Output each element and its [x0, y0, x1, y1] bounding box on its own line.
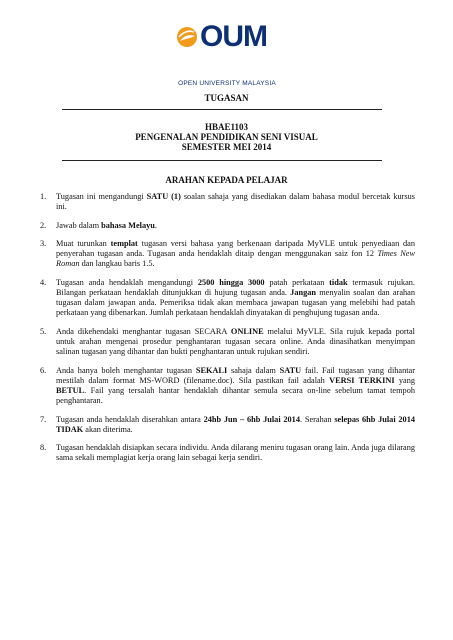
middle-rule: [62, 160, 382, 161]
instruction-item: [40, 278, 415, 319]
instruction-number: 5.: [40, 326, 47, 336]
instruction-text-segment: templat: [110, 238, 138, 248]
instruction-item: [40, 221, 415, 231]
instruction-text-segment: tugasan versi bahasa yang berkenaan daripada MyVLE untuk penyediaan dan penyerahan tugasan anda. Tugasan anda hendaklah ditaip dengan menggunakan saiz fon 12: [56, 238, 416, 259]
oum-logo: [170, 22, 284, 92]
instruction-text-segment: 24hb Jun – 6hb Julai 2014: [203, 414, 300, 424]
instruction-text-segment: . Fail yang tersalah hantar hendaklah dihantar semula secara on-line sebelum tamat tempoh penghantaran.: [56, 385, 415, 406]
instruction-text: [56, 278, 415, 319]
instruction-text-segment: SATU: [279, 365, 302, 375]
top-rule: [62, 109, 382, 110]
instruction-text-segment: Times New Roman: [56, 249, 415, 269]
instruction-text-segment: . Serahan: [299, 414, 335, 424]
instruction-text-segment: Tugasan ini mengandungi: [56, 192, 147, 201]
course-title: PENGENALAN PENDIDIKAN SENI VISUAL: [135, 132, 318, 142]
instruction-text-segment: SEKALI: [195, 365, 228, 375]
instruction-text-segment: menyalin soalan dan arahan tugasan dalam jawapan anda. Pemeriksa tidak akan membaca jawapan tugasan yang melebihi had patah perkataan yang dibenarkan. Jumlah perkataan hendaklah dinyatakan di penghujung tugasan anda.: [56, 287, 415, 318]
instruction-number: 6.: [40, 365, 47, 375]
instructions-title: ARAHAN KEPADA PELAJAR: [165, 175, 288, 185]
oum-globe-icon: [176, 26, 198, 48]
instruction-text-segment: Anda hanya boleh menghantar tugasan: [56, 365, 196, 375]
semester: SEMESTER MEI 2014: [181, 142, 272, 152]
instruction-text-segment: BETUL: [56, 385, 85, 395]
instruction-text-segment: Anda dikehendaki menghantar tugasan SECARA: [56, 326, 231, 336]
instruction-number: 4.: [40, 277, 47, 287]
instruction-text: [56, 415, 415, 435]
instruction-text-segment: Tugasan anda hendaklah diserahkan antara: [56, 414, 204, 424]
instruction-item: [40, 443, 415, 463]
instruction-item: [40, 366, 415, 407]
instruction-text-segment: Jangan: [290, 287, 316, 297]
instruction-item: [40, 415, 415, 435]
instruction-text-segment: sahaja dalam: [227, 365, 280, 375]
instruction-item: [40, 192, 415, 212]
logo-wordmark: OUM: [200, 20, 267, 53]
instruction-text: [56, 192, 415, 212]
instruction-text: [56, 443, 415, 463]
instruction-number: 8.: [40, 443, 47, 453]
logo-subtitle: OPEN UNIVERSITY MALAYSIA: [178, 80, 276, 87]
instruction-item: [40, 239, 415, 270]
instruction-text-segment: dan langkau baris 1.5.: [79, 259, 155, 269]
instruction-text-segment: .: [154, 220, 157, 230]
instructions-list: [40, 192, 415, 472]
instruction-text-segment: akan diterima.: [83, 424, 133, 434]
instruction-text-segment: 2500 hingga 3000: [197, 277, 265, 287]
instruction-text-segment: fail. Fail tugasan yang dihantar mestilah dalam format MS-WORD (filename.doc). Sila pastikan fail adalah: [56, 365, 415, 385]
instruction-text-segment: soalan sahaja yang disediakan dalam bahasa modul bercetak kursus ini.: [56, 192, 415, 212]
instruction-text-segment: patah perkataan: [264, 277, 330, 287]
instruction-number: 1.: [40, 192, 47, 201]
tugasan-heading: TUGASAN: [204, 93, 249, 103]
instruction-text: [56, 366, 415, 407]
instruction-text-segment: termasuk rujukan. Bilangan perkataan hendaklah ditunjukkan di hujung tugasan anda.: [56, 277, 415, 297]
instruction-text: [56, 327, 415, 358]
instruction-text-segment: melalui MyVLE. Sila rujuk kepada portal untuk arahan mengenai prosedur penghantaran tugasan secara online. Anda dinasihatkan menyimpan salinan tugasan yang dihantar dan bukti penghantaran untuk rujukan sendiri.: [56, 326, 415, 357]
instruction-text-segment: selepas 6hb Julai 2014 TIDAK: [56, 414, 415, 434]
instruction-text: [56, 239, 415, 270]
instruction-text-segment: tidak: [329, 277, 348, 287]
instruction-text-segment: Muat turunkan: [56, 238, 111, 248]
instruction-number: 2.: [40, 220, 47, 230]
instruction-text-segment: VERSI TERKINI: [329, 375, 395, 385]
instruction-number: 7.: [40, 414, 47, 424]
instruction-number: 3.: [40, 238, 47, 248]
instruction-text-segment: ONLINE: [230, 326, 264, 336]
instruction-text-segment: Tugasan hendaklah disiapkan secara individu. Anda dilarang meniru tugasan orang lain. Anda juga dilarang sama sekali memplagiat kerja orang lain sebagai kerja sendiri.: [56, 443, 415, 463]
instruction-text-segment: bahasa Melayu: [101, 220, 155, 230]
course-code: HBAE1103: [204, 122, 248, 132]
instruction-text-segment: Tugasan anda hendaklah mengandungi: [56, 277, 198, 287]
instruction-text-segment: yang: [394, 375, 416, 385]
instruction-text-segment: Jawab dalam: [56, 220, 102, 230]
instruction-text-segment: SATU (1): [146, 192, 181, 201]
instruction-text: [56, 221, 415, 231]
instruction-item: [40, 327, 415, 358]
